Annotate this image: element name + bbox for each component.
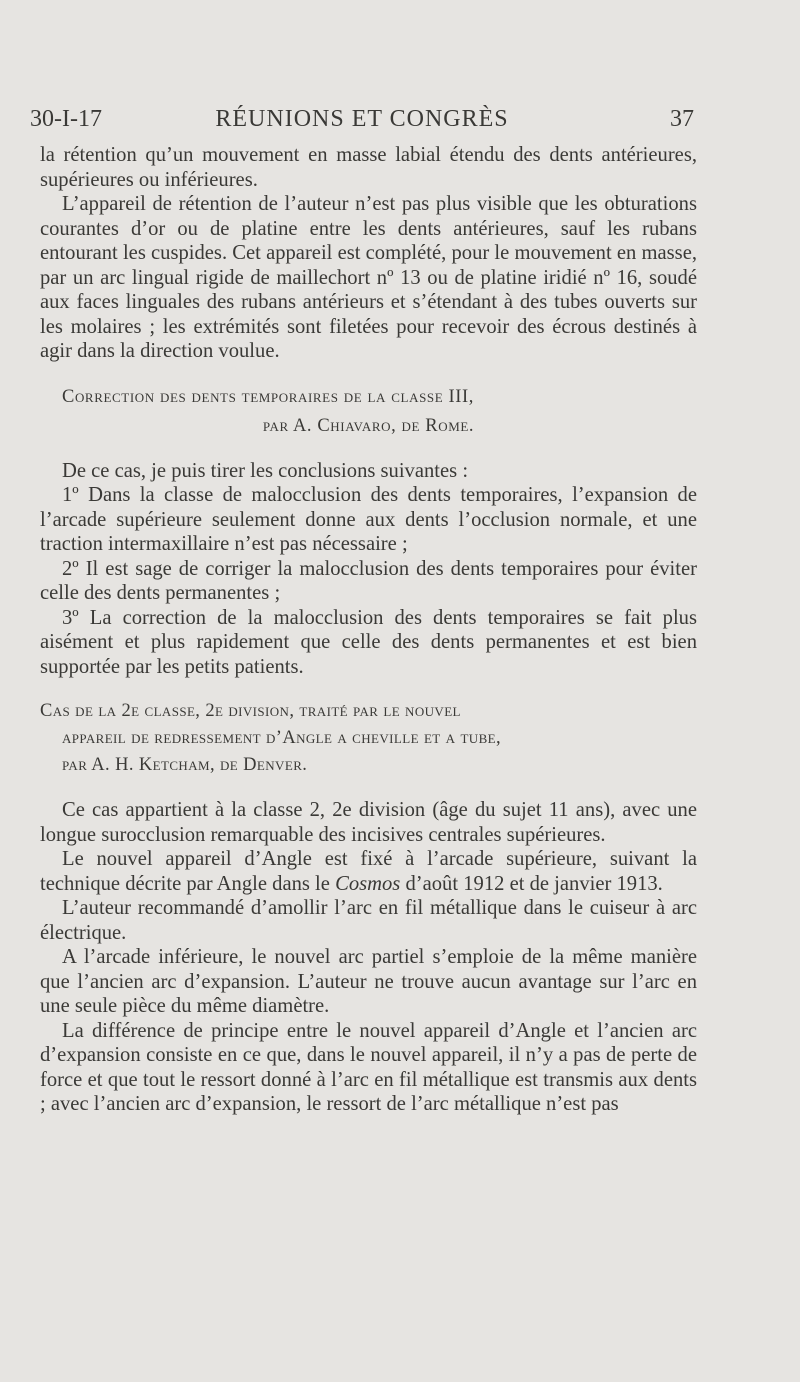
- header-date: 30-I-17: [30, 106, 102, 132]
- journal-title: Cosmos: [335, 872, 401, 895]
- heading-line: Correction des dents temporaires de la classe III,: [62, 386, 475, 407]
- section-heading-ketcham: [40, 698, 697, 779]
- paragraph: 1º Dans la classe de malocclusion des dents temporaires, l’expansion de l’arcade supérieure seulement donne aux dents l’occlusion normale, et une traction intermaxillaire n’est pas nécessaire ;: [40, 484, 697, 555]
- paragraph: la rétention qu’un mouvement en masse labial étendu des dents antérieures, supérieures ou inférieures.: [40, 144, 697, 191]
- body-text: [40, 143, 697, 1117]
- paragraph-text: d’août 1912 et de janvier 1913.: [405, 872, 663, 895]
- heading-line: par A. Chiavaro, de Rome.: [262, 415, 475, 436]
- paragraph: La différence de principe entre le nouvel appareil d’Angle et l’ancien arc d’expansion consiste en ce que, dans le nouvel appareil, il n’y a pas de perte de force et que tout le ressort donné à l’arc en fil métallique est transmis aux dents ; avec l’ancien arc d’expansion, le ressort de l’arc métallique n’est pas: [40, 1019, 697, 1115]
- heading-line: par A. H. Ketcham, de Denver.: [62, 755, 308, 775]
- paragraph: A l’arcade inférieure, le nouvel arc partiel s’emploie de la même manière que l’ancien arc d’expansion. L’auteur ne trouve aucun avantage sur l’arc en une seule pièce du même diamètre.: [40, 946, 697, 1017]
- paragraph: 2º Il est sage de corriger la malocclusion des dents temporaires pour éviter celle des dents permanentes ;: [40, 557, 697, 604]
- paragraph: L’auteur recommandé d’amollir l’arc en fil métallique dans le cuiseur à arc électrique.: [40, 897, 697, 944]
- paragraph: L’appareil de rétention de l’auteur n’est pas plus visible que les obturations courantes d’or ou de platine entre les dents antérieures, sauf les rubans entourant les cuspides. Cet appareil est complété, pour le mouvement en masse, par un arc lingual rigide de maillechort nº 13 ou de platine iridié nº 16, soudé aux faces linguales des rubans antérieurs et s’étendant à des tubes ouverts sur les molaires ; les extrémités sont filetées pour recevoir des écrous destinés à agir dans la direction voulue.: [40, 193, 697, 362]
- section-heading-chiavaro: [40, 383, 697, 441]
- heading-line: Cas de la 2e classe, 2e division, traité par le nouvel: [40, 701, 461, 721]
- heading-line: appareil de redressement d’Angle a cheville et a tube,: [62, 728, 502, 748]
- paragraph: 3º La correction de la malocclusion des dents temporaires se fait plus aisément et plus rapidement que celle des dents permanentes et est bien supportée par les petits patients.: [40, 606, 697, 678]
- paragraph: De ce cas, je puis tirer les conclusions suivantes :: [62, 459, 469, 482]
- page-number: 37: [670, 106, 694, 132]
- paragraph: Ce cas appartient à la classe 2, 2e division (âge du sujet 11 ans), avec une longue surocclusion remarquable des incisives centrales supérieures.: [40, 799, 697, 846]
- paragraph: [40, 847, 697, 896]
- paragraph-text: Le nouvel appareil d’Angle est fixé à l’arcade supérieure, suivant la technique décrite par Angle dans le: [40, 848, 697, 895]
- header-title: RÉUNIONS ET CONGRÈS: [215, 106, 509, 132]
